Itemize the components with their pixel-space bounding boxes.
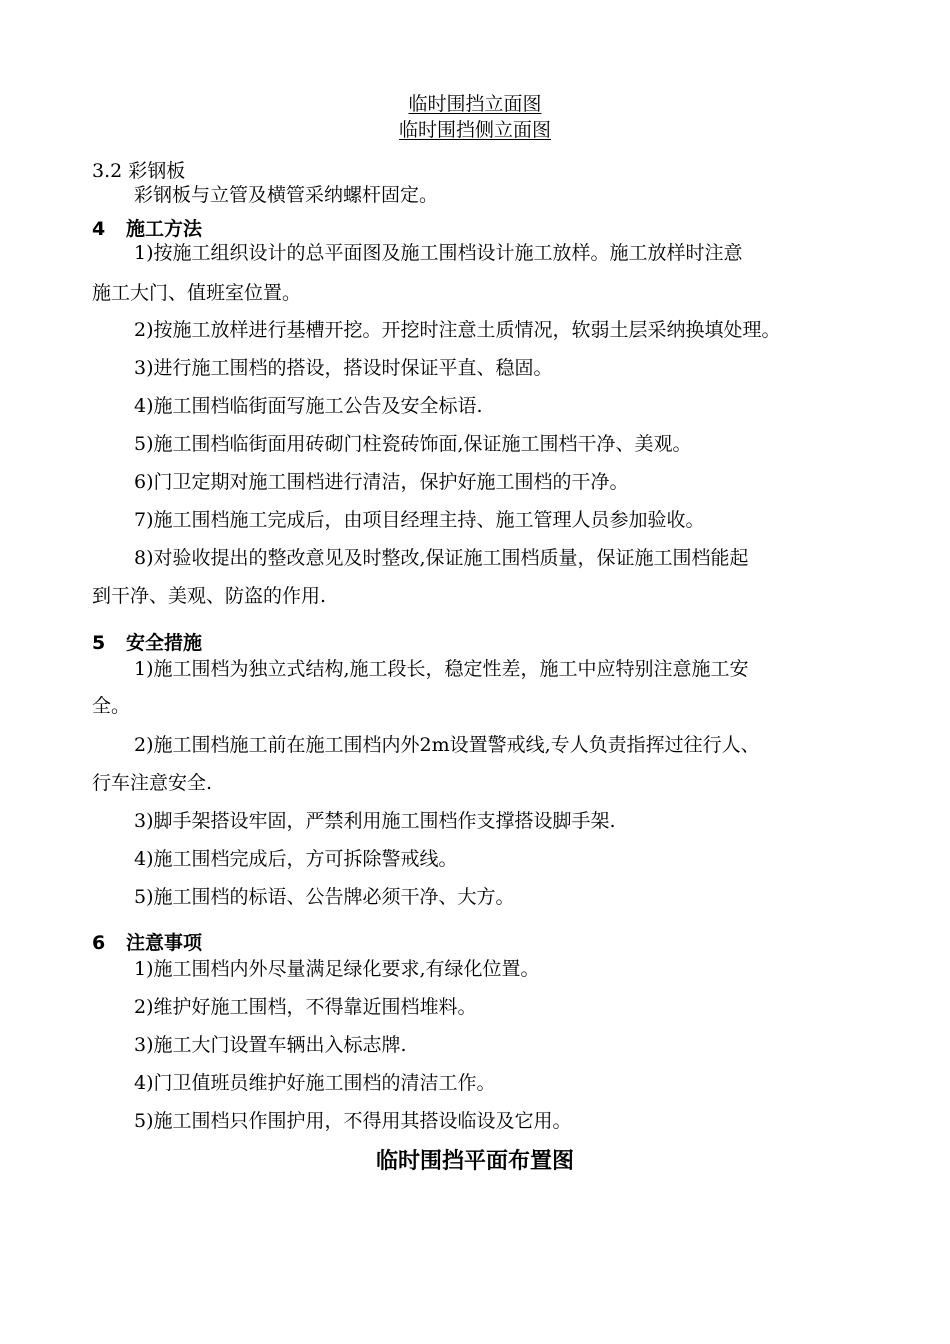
section-4-line: 8)对验收提出的整改意见及时整改,保证施工围档质量，保证施工围档能起 [134,547,749,569]
section-5-line: 5)施工围档的标语、公告牌必须干净、大方。 [134,886,515,908]
figure-title-side-elevation: 临时围挡侧立面图 [398,119,551,141]
section-6-title: 注意事项 [126,932,203,954]
section-6-line: 4)门卫值班员维护好施工围档的清洁工作。 [134,1072,496,1094]
figure-title-elevation: 临时围挡立面图 [408,93,542,115]
section-4-number: 4 [92,218,106,240]
section-6-line: 1)施工围档内外尽量满足绿化要求,有绿化位置。 [134,958,540,980]
section-5-line: 全。 [92,695,131,717]
section-4-line: 3)进行施工围档的搭设，搭设时保证平直、稳固。 [134,357,553,379]
section-4-line: 施工大门、值班室位置。 [92,282,302,304]
section-6-line: 5)施工围档只作围护用，不得用其搭设临设及它用。 [134,1110,572,1132]
section-5-heading [92,630,202,656]
section-5-number: 5 [92,632,106,654]
section-4-title: 施工方法 [126,218,203,240]
section-6-number: 6 [92,932,106,954]
section-3-2-heading: 3.2 彩钢板 [92,160,186,182]
section-4-line: 6)门卫定期对施工围档进行清洁，保护好施工围档的干净。 [134,471,629,493]
section-5-line: 行车注意安全. [92,772,213,794]
section-4-line: 7)施工围档施工完成后，由项目经理主持、施工管理人员参加验收。 [134,509,705,531]
plan-layout-title: 临时围挡平面布置图 [375,1149,574,1174]
section-4-heading [92,216,202,242]
section-6-line: 3)施工大门设置车辆出入标志牌. [134,1034,407,1056]
section-3-2-body: 彩钢板与立管及横管采纳螺杆固定。 [134,184,439,206]
section-5-line: 2)施工围档施工前在施工围档内外2m设置警戒线,专人负责指挥过往行人、 [134,734,760,756]
section-4-line: 4)施工围档临街面写施工公告及安全标语. [134,395,483,417]
section-6-line: 2)维护好施工围档，不得靠近围档堆料。 [134,996,477,1018]
section-5-title: 安全措施 [126,632,203,654]
section-5-line: 1)施工围档为独立式结构,施工段长，稳定性差，施工中应特别注意施工安 [134,658,749,680]
section-5-line: 3)脚手架搭设牢固，严禁利用施工围档作支撑搭设脚手架. [134,810,616,832]
section-4-line: 到干净、美观、防盗的作用. [92,585,327,607]
section-6-heading [92,930,202,956]
section-4-line: 5)施工围档临街面用砖砌门柱瓷砖饰面,保证施工围档干净、美观。 [134,433,692,455]
section-4-line: 2)按施工放样进行基槽开挖。开挖时注意土质情况，软弱土层采纳换填处理。 [134,319,781,341]
section-4-line: 1)按施工组织设计的总平面图及施工围档设计施工放样。施工放样时注意 [134,242,743,264]
section-5-line: 4)施工围档完成后，方可拆除警戒线。 [134,848,458,870]
